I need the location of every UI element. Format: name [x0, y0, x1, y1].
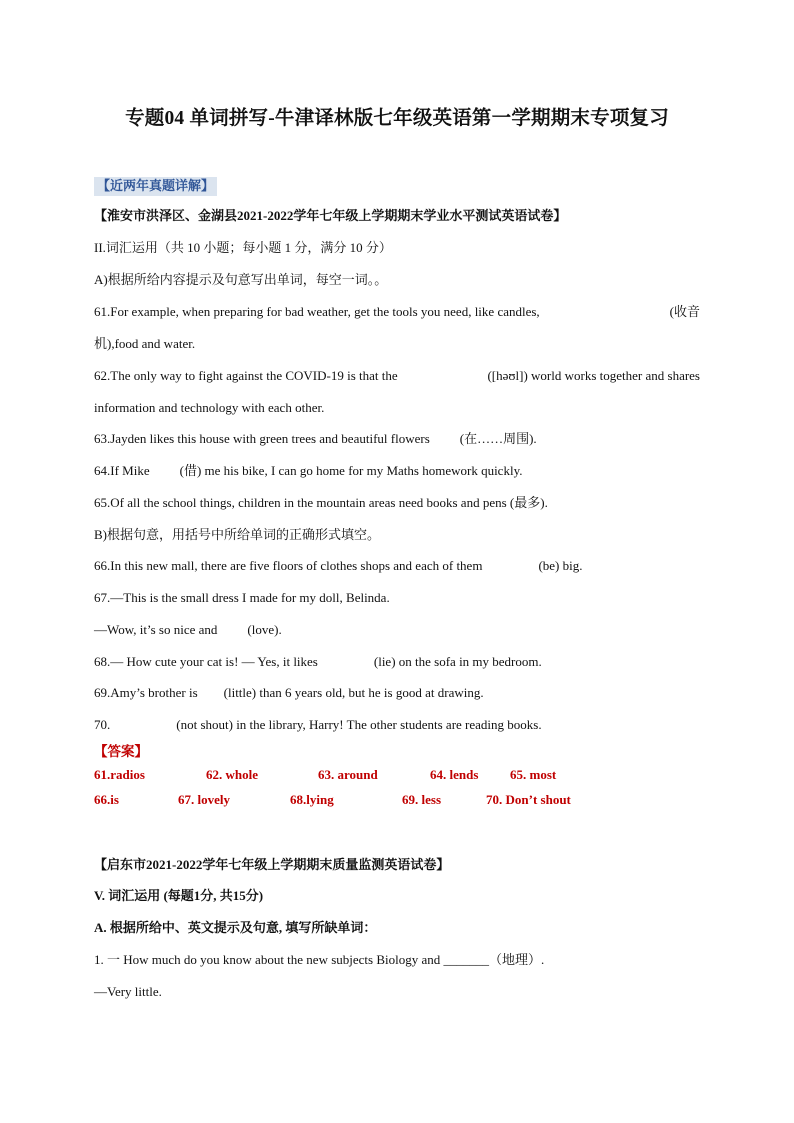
section-tag: 【近两年真题详解】 — [94, 177, 217, 196]
exam2-heading: 【启东市2021-2022学年七年级上学期期末质量监测英语试卷】 — [94, 857, 450, 872]
answer-64: 64. lends — [430, 767, 479, 782]
question-70 — [94, 716, 542, 734]
question-63-text: 63.Jayden likes this house with green trees and beautiful flowers — [94, 431, 430, 446]
question-67-reply — [94, 621, 282, 639]
answer-69: 69. less — [402, 792, 441, 807]
question-64-text: 64.If Mike — [94, 463, 150, 478]
exam1-section: II.词汇运用（共 10 小题；每小题 1 分，满分 10 分） — [94, 240, 392, 255]
answer-68: 68.lying — [290, 792, 334, 807]
answer-67: 67. lovely — [178, 792, 230, 807]
answer-heading: 【答案】 — [94, 744, 148, 760]
question-68 — [94, 653, 542, 671]
question-63-hint: (在……周围). — [459, 431, 537, 446]
question-67-hint: (love). — [247, 622, 282, 637]
question-66-hint: (be) big. — [538, 558, 583, 573]
question-67-reply-text: —Wow, it’s so nice and — [94, 622, 218, 637]
answer-70: 70. Don’t shout — [486, 792, 571, 807]
exam1-part-b: B)根据句意，用括号中所给单词的正确形式填空。 — [94, 527, 381, 542]
answer-65: 65. most — [510, 767, 557, 782]
question-64-rest: (借) me his bike, I can go home for my Maths homework quickly. — [179, 463, 523, 478]
question-63 — [94, 430, 537, 448]
question-61 — [94, 303, 700, 321]
question-61-continued: 机),food and water. — [94, 336, 196, 351]
question-61-hint: (收音 — [669, 304, 700, 319]
question-61-text: 61.For example, when preparing for bad weather, get the tools you need, like candles, — [94, 304, 540, 319]
exam2-question-1: 1. 一 How much do you know about the new subjects Biology and _______（地理）. — [94, 952, 545, 967]
answer-62: 62. whole — [206, 767, 258, 782]
question-62-hint: ([həʊl]) world works together and shares — [487, 368, 700, 383]
exam2-part-a: A. 根据所给中、英文提示及句意, 填写所缺单词： — [94, 920, 377, 935]
question-66-text: 66.In this new mall, there are five floors of clothes shops and each of them — [94, 558, 483, 573]
question-70-hint: (not shout) in the library, Harry! The other students are reading books. — [176, 717, 542, 732]
question-69 — [94, 684, 484, 702]
question-62 — [94, 367, 700, 385]
answer-61: 61.radios — [94, 767, 145, 782]
question-65: 65.Of all the school things, children in the mountain areas need books and pens (最多). — [94, 495, 548, 510]
question-67: 67.—This is the small dress I made for my doll, Belinda. — [94, 590, 390, 605]
question-68-text: 68.— How cute your cat is! — Yes, it likes — [94, 654, 318, 669]
question-64 — [94, 462, 522, 480]
answer-63: 63. around — [318, 767, 378, 782]
page-title: 专题04 单词拼写-牛津译林版七年级英语第一学期期末专项复习 — [125, 108, 669, 129]
question-62-continued: information and technology with each other. — [94, 400, 325, 415]
question-66 — [94, 557, 583, 575]
question-70-number: 70. — [94, 717, 111, 732]
exam1-heading: 【淮安市洪泽区、金湖县2021-2022学年七年级上学期期末学业水平测试英语试卷】 — [94, 208, 567, 223]
question-62-text: 62.The only way to fight against the COVID-19 is that the — [94, 368, 398, 383]
question-69-hint: (little) than 6 years old, but he is good at drawing. — [223, 685, 484, 700]
exam1-part-a: A)根据所给内容提示及句意写出单词，每空一词。。 — [94, 272, 388, 287]
question-68-hint: (lie) on the sofa in my bedroom. — [373, 654, 542, 669]
exam2-question-1-reply: —Very little. — [94, 984, 162, 999]
answer-66: 66.is — [94, 792, 119, 807]
exam2-section: V. 词汇运用 (每题1分, 共15分) — [94, 888, 264, 903]
question-69-text: 69.Amy’s brother is — [94, 685, 198, 700]
